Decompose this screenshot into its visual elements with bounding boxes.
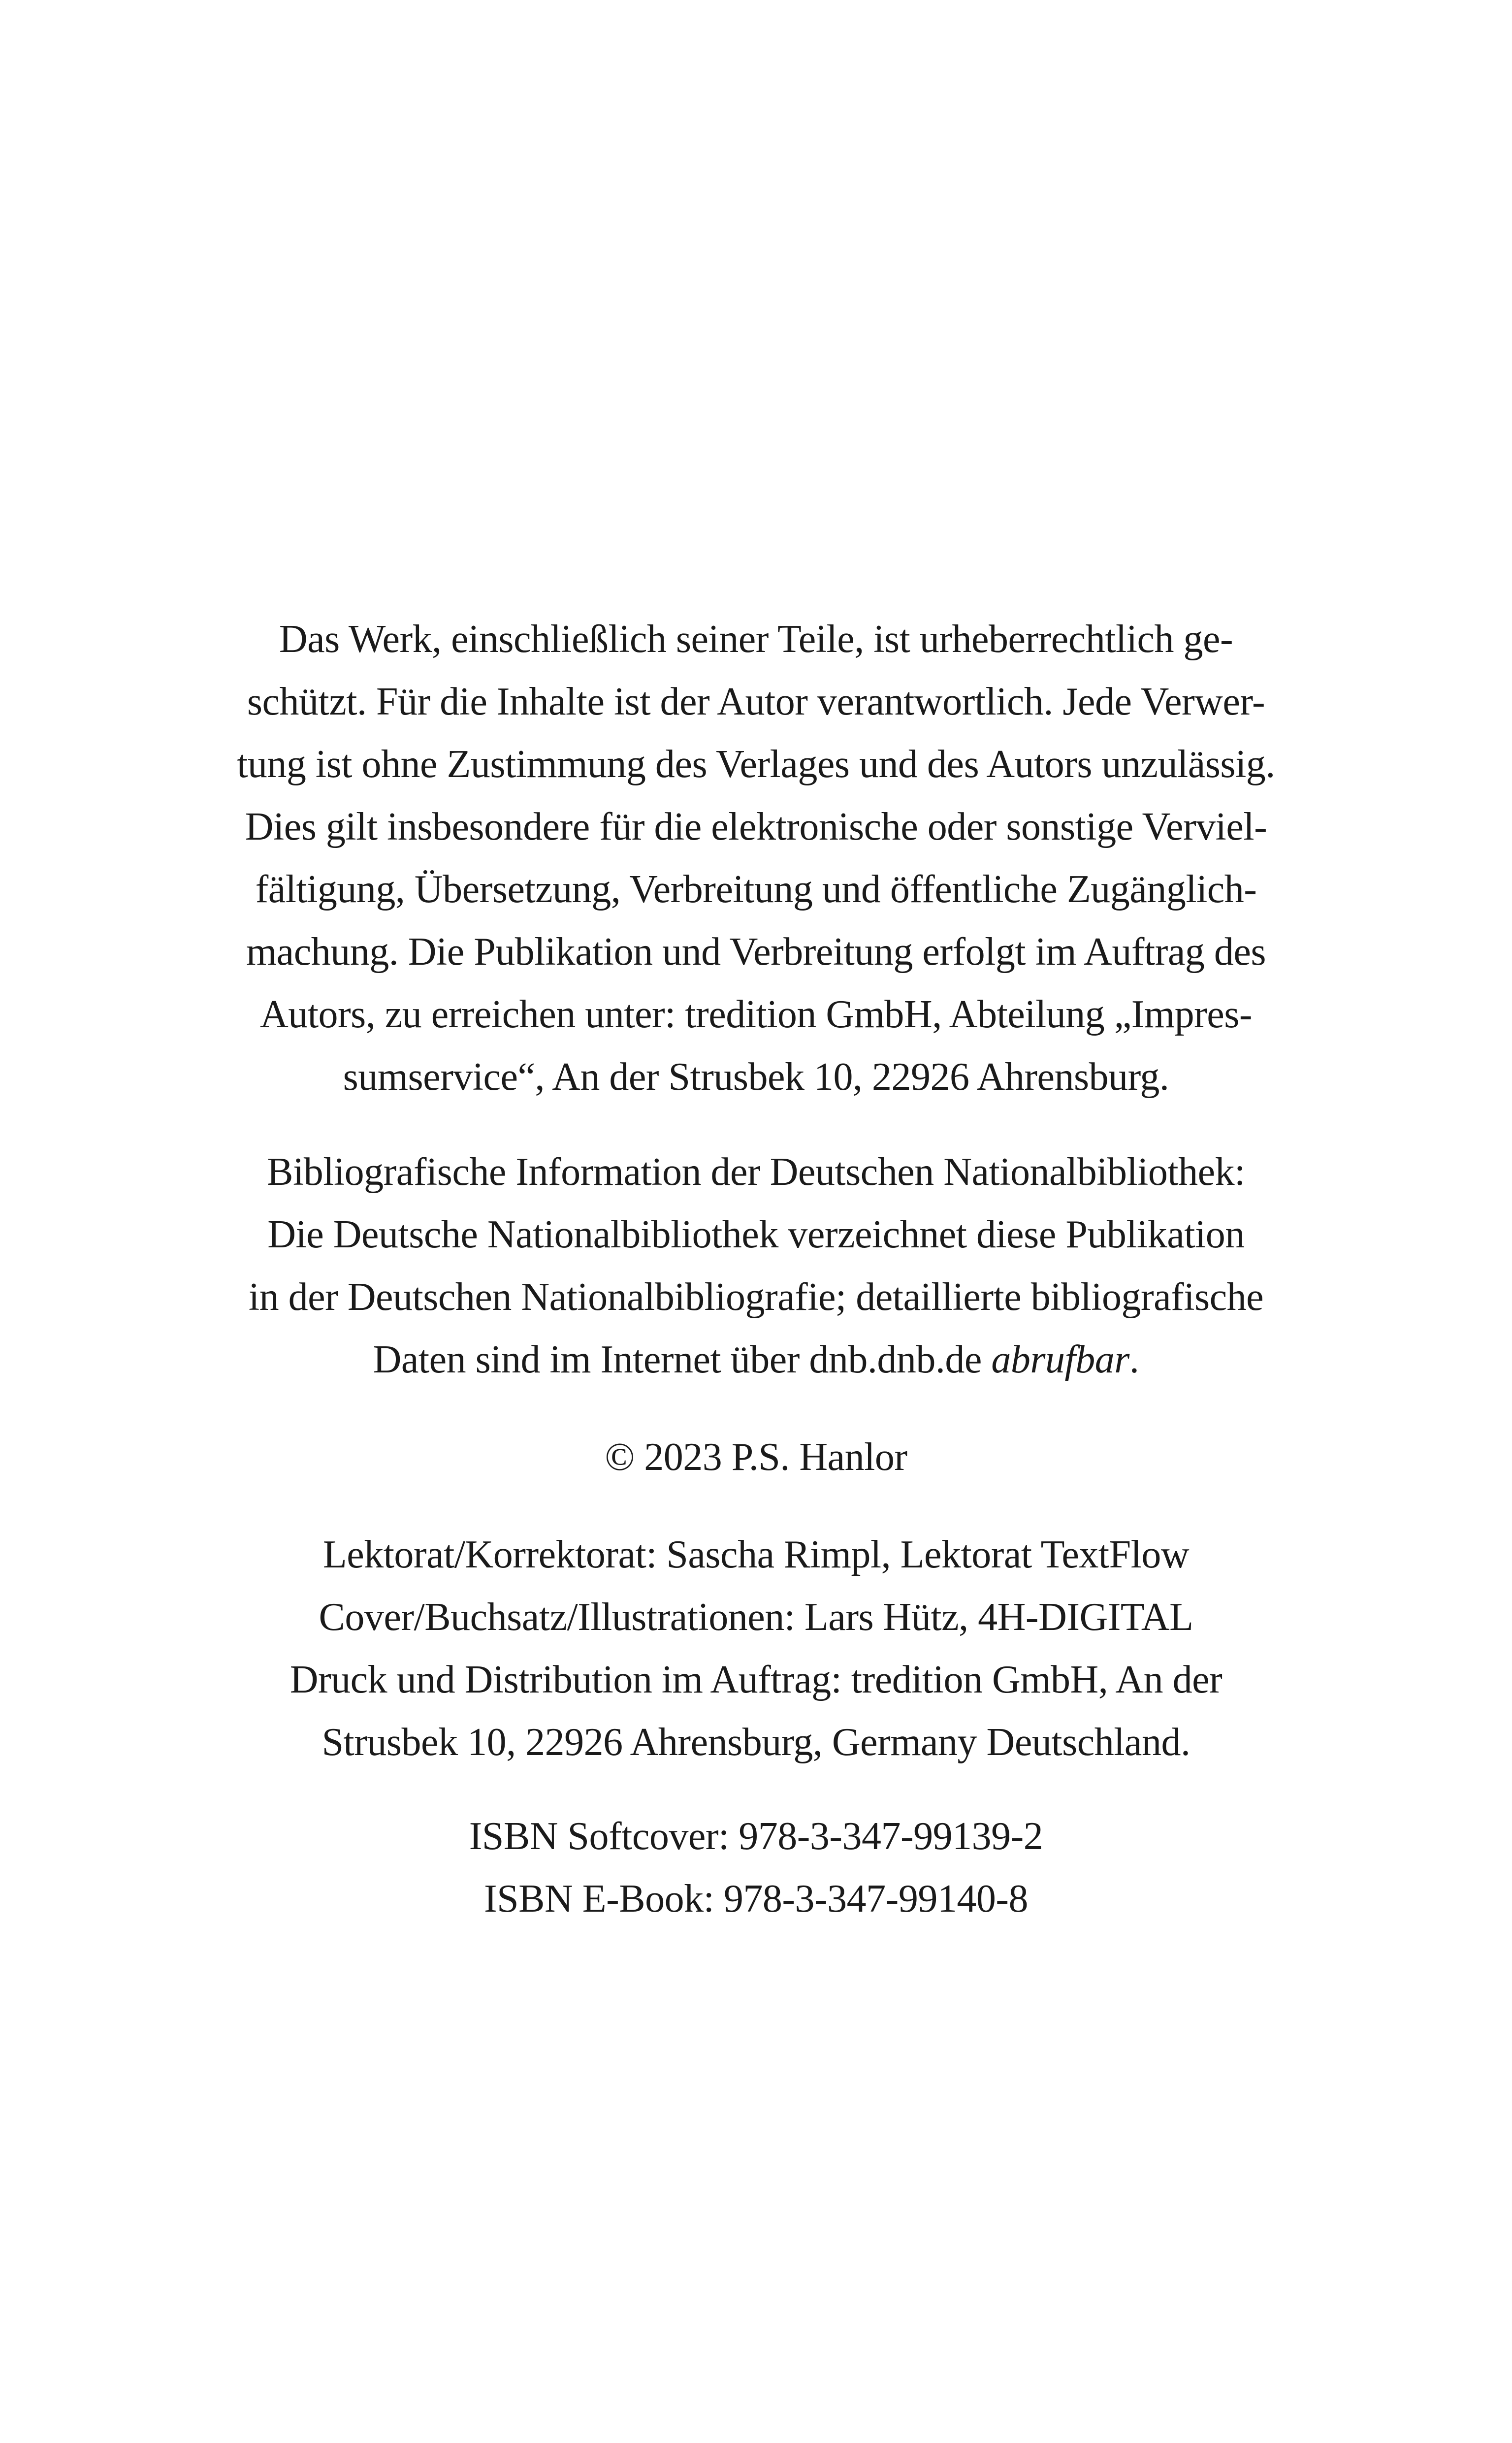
bibliographic-last-line: [0, 1329, 1512, 1391]
isbn-softcover: ISBN Softcover: 978-3-347-99139-2: [469, 1815, 1043, 1858]
copyright-line: © 2023 P.S. Hanlor: [605, 1435, 907, 1479]
copyright-holder: [0, 1426, 1512, 1489]
credits-line: Druck und Distribution im Auftrag: tredition GmbH, An der: [290, 1658, 1222, 1701]
copyright-notice-line: fältigung, Übersetzung, Verbreitung und öffentliche Zugänglich-: [255, 868, 1257, 911]
bibliographic-line: Die Deutsche Nationalbibliothek verzeichnet diese Publikation: [267, 1213, 1245, 1256]
isbn-ebook: ISBN E-Book: 978-3-347-99140-8: [484, 1877, 1028, 1921]
copyright-notice-line: Das Werk, einschließlich seiner Teile, ist urheberrechtlich ge-: [279, 618, 1233, 661]
copyright-notice-line: tung ist ohne Zustimmung des Verlages und des Autors unzulässig.: [237, 743, 1275, 786]
isbn-list: [0, 1805, 1512, 1930]
copyright-notice-line: Autors, zu erreichen unter: tredition GmbH, Abteilung „Impres-: [259, 993, 1253, 1036]
copyright-notice: [0, 608, 1512, 1108]
bibliographic-line: Bibliografische Information der Deutschen Nationalbibliothek:: [267, 1150, 1245, 1194]
copyright-notice-line: schützt. Für die Inhalte ist der Autor verantwortlich. Jede Verwer-: [247, 680, 1265, 723]
bibliographic-line: in der Deutschen Nationalbibliografie; detaillierte bibliografische: [248, 1275, 1264, 1319]
credits-line: Lektorat/Korrektorat: Sascha Rimpl, Lektorat TextFlow: [322, 1533, 1190, 1576]
copyright-notice-line: machung. Die Publikation und Verbreitung erfolgt im Auftrag des: [246, 930, 1266, 974]
bibliographic-information: [0, 1141, 1512, 1391]
production-credits: [0, 1524, 1512, 1774]
bibliographic-last-line-period: .: [1129, 1338, 1139, 1381]
credits-line: Cover/Buchsatz/Illustrationen: Lars Hütz, 4H-DIGITAL: [319, 1596, 1193, 1639]
bibliographic-italic-word: abrufbar: [991, 1338, 1129, 1381]
credits-line: Strusbek 10, 22926 Ahrensburg, Germany Deutschland.: [322, 1721, 1190, 1764]
copyright-notice-line: sumservice“, An der Strusbek 10, 22926 Ahrensburg.: [343, 1055, 1169, 1099]
copyright-notice-line: Dies gilt insbesondere für die elektronische oder sonstige Verviel-: [245, 805, 1267, 848]
bibliographic-last-line-text: Daten sind im Internet über dnb.dnb.de: [373, 1338, 992, 1381]
